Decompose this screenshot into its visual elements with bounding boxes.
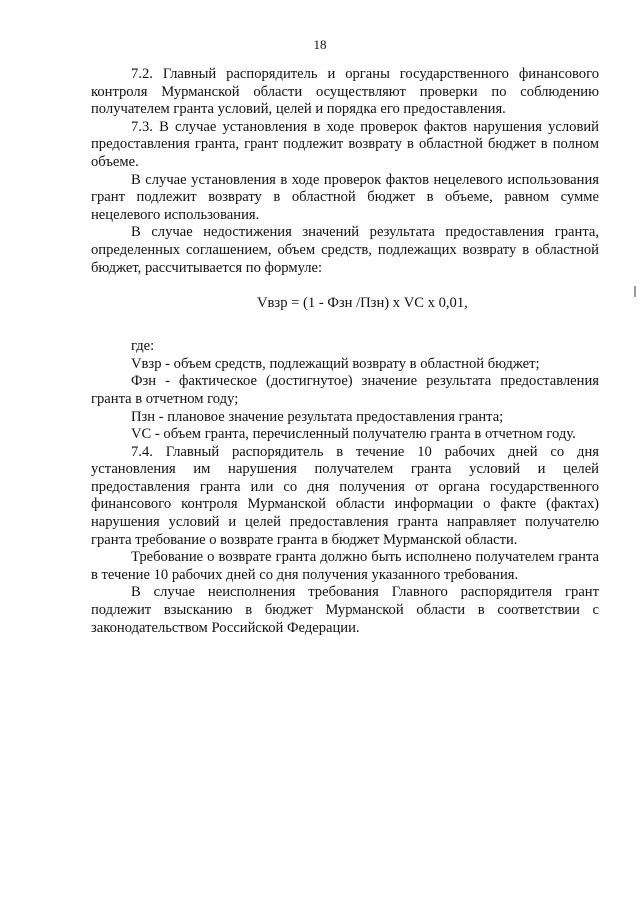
- paragraph-misuse: В случае установления в ходе проверок фактов нецелевого использования грант подлежит возврату в областной бюджет в объеме, равном сумме нецелевого использования.: [91, 171, 599, 223]
- definition-vc: VC - объем гранта, перечисленный получателю гранта в отчетном году.: [131, 426, 576, 443]
- paragraph-7-4: 7.4. Главный распорядитель в течение 10 рабочих дней со дня установления им нарушения получателем гранта условий и целей предоставления гранта или со дня получения от органа государственного финансового контроля Мурманской области информации о факте (фактах) нарушения условий и целей предоставления гранта направляет получателю гранта требование о возврате гранта в бюджет Мурманской области.: [91, 443, 599, 548]
- definition-fzn: Фзн - фактическое (достигнутое) значение результата предоставления гранта в отчетном году;: [91, 373, 599, 407]
- where-label: где:: [131, 338, 155, 355]
- paragraph-7-2: 7.2. Главный распорядитель и органы государственного финансового контроля Мурманской области осуществляют проверки по соблюдению получателем гранта условий, целей и порядка его предоставления.: [91, 66, 599, 118]
- scan-artifact-mark: [634, 286, 636, 297]
- page-number: 18: [313, 37, 327, 52]
- paragraph-return-requirement: Требование о возврате гранта должно быть исполнено получателем гранта в течение 10 рабочих дней со дня получения указанного требования.: [91, 549, 599, 583]
- paragraph-7-3: 7.3. В случае установления в ходе проверок фактов нарушения условий предоставления гранта, грант подлежит возврату в областной бюджет в полном объеме.: [91, 118, 599, 170]
- paragraph-formula-intro: В случае недостижения значений результата предоставления гранта, определенных соглашением, объем средств, подлежащих возврату в областной бюджет, рассчитывается по формуле:: [91, 224, 599, 276]
- formula: Vвзр = (1 - Фзн /Пзн) х VC х 0,01,: [257, 295, 468, 312]
- definition-vvzr: Vвзр - объем средств, подлежащий возврату в областной бюджет;: [131, 355, 540, 372]
- definition-pzn: Пзн - плановое значение результата предоставления гранта;: [131, 408, 504, 425]
- document-body: [91, 66, 599, 637]
- paragraph-recovery: В случае неисполнения требования Главного распорядителя грант подлежит взысканию в бюджет Мурманской области в соответствии с законодательством Российской Федерации.: [91, 584, 599, 636]
